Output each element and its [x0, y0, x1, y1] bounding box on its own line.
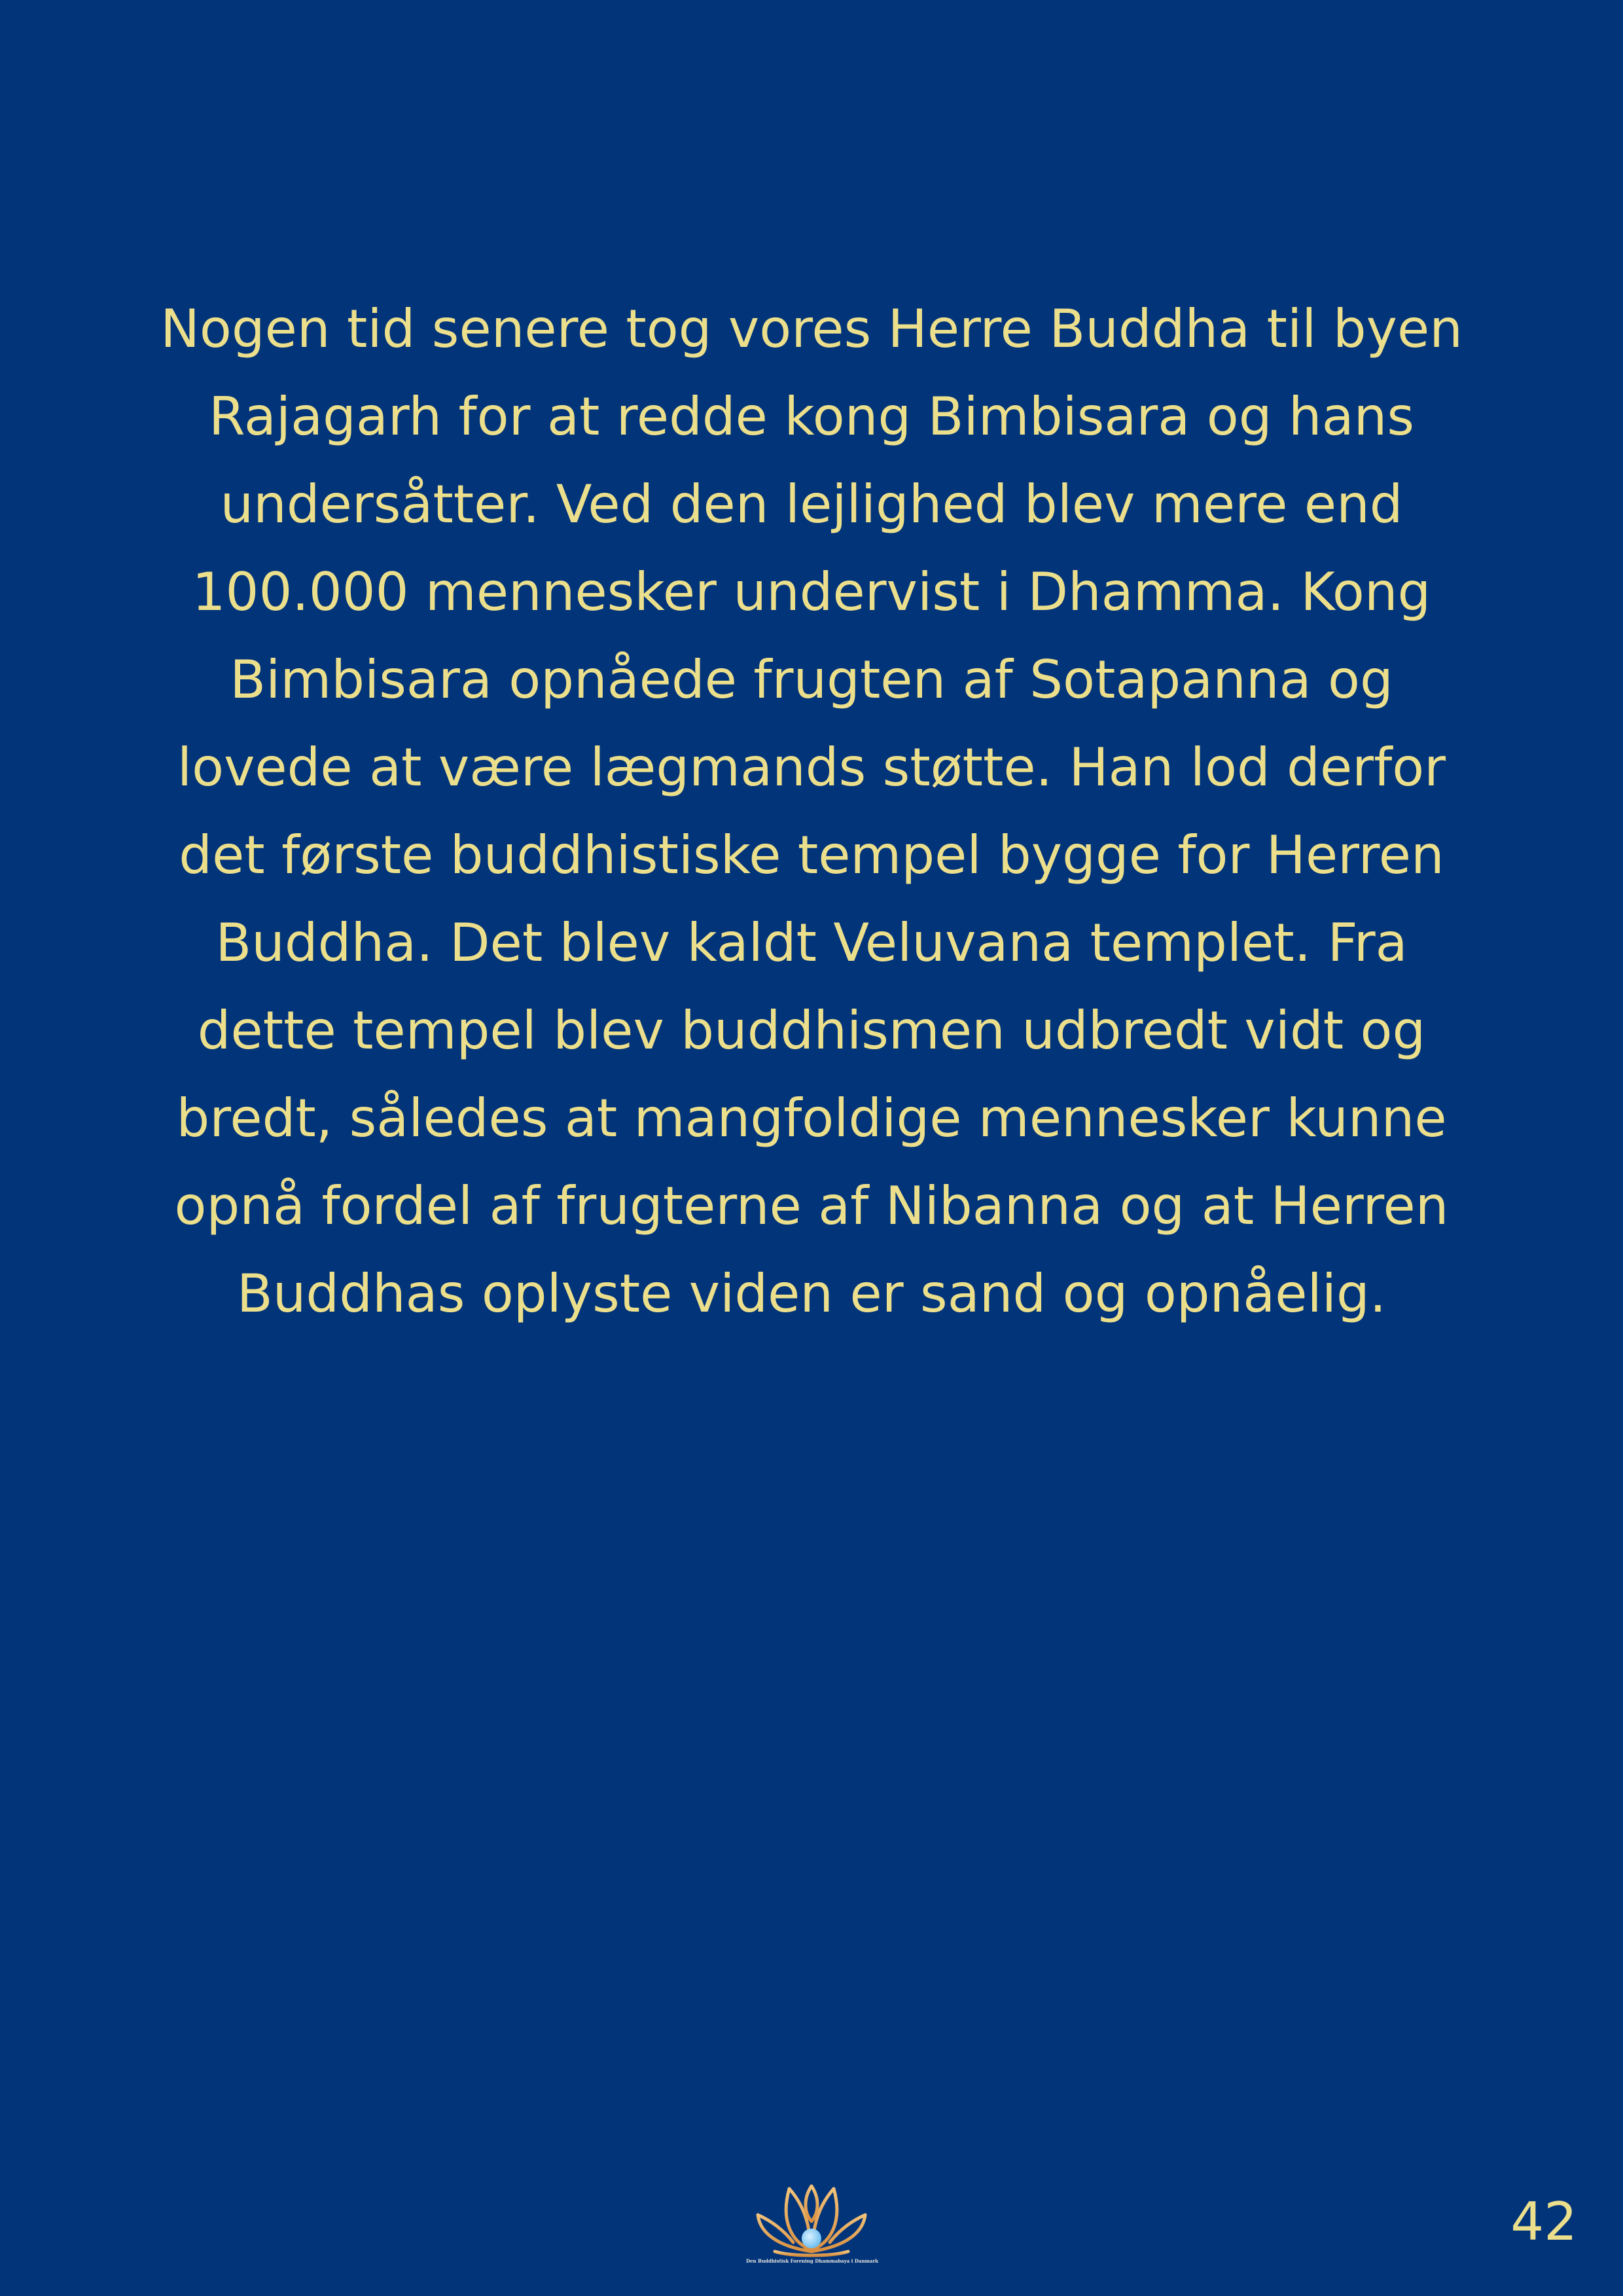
body-line: det første buddhistiske tempel bygge for Herren: [179, 825, 1444, 886]
body-paragraph: [157, 285, 1466, 1338]
body-line: undersåtter. Ved den lejlighed blev mere end: [220, 474, 1403, 535]
logo-caption: Den Buddhistisk Forening Dhammabaya i Danmark: [746, 2258, 879, 2264]
body-line: Buddhas oplyste viden er sand og opnåelig.: [236, 1263, 1387, 1324]
body-line: lovede at være lægmands støtte. Han lod derfor: [177, 737, 1446, 798]
lotus-icon: [746, 2174, 877, 2259]
body-line: Bimbisara opnåede frugten af Sotapanna og: [230, 649, 1393, 710]
body-line: bredt, således at mangfoldige mennesker kunne: [176, 1088, 1447, 1149]
body-line: 100.000 mennesker undervist i Dhamma. Kong: [192, 562, 1431, 622]
page-number: 42: [1510, 2191, 1577, 2252]
body-line: opnå fordel af frugterne af Nibanna og at Herren: [174, 1175, 1449, 1236]
lotus-logo: [746, 2174, 877, 2272]
body-line: dette tempel blev buddhismen udbredt vidt og: [197, 1000, 1426, 1061]
body-line: Buddha. Det blev kaldt Veluvana templet. Fra: [215, 912, 1408, 973]
body-line: Nogen tid senere tog vores Herre Buddha til byen: [160, 298, 1463, 359]
body-line: Rajagarh for at redde kong Bimbisara og hans: [208, 386, 1415, 447]
